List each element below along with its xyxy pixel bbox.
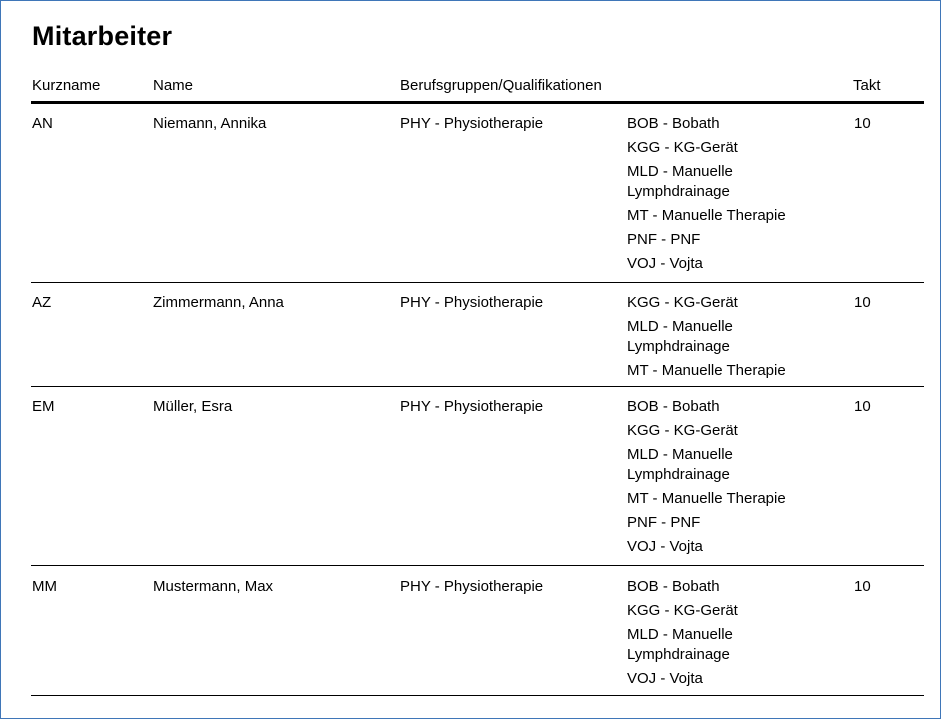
qualifikation-item: MLD - Manuelle Lymphdrainage <box>627 446 733 483</box>
row-divider <box>31 565 924 566</box>
qualifikationen-list <box>627 114 817 278</box>
cell-takt: 10 <box>854 398 871 415</box>
page-title: Mitarbeiter <box>32 21 173 51</box>
row-divider <box>31 282 924 283</box>
qualifikation-item: VOJ - Vojta <box>627 538 703 555</box>
qualifikationen-list <box>627 577 817 693</box>
column-header-name: Name <box>153 77 194 94</box>
cell-berufsgruppe: PHY - Physiotherapie <box>400 115 544 132</box>
row-divider <box>31 386 924 387</box>
header-divider <box>31 101 924 104</box>
cell-kurzname: MM <box>32 578 57 595</box>
cell-name: Zimmermann, Anna <box>153 294 284 311</box>
cell-kurzname: AZ <box>32 294 52 311</box>
qualifikation-item: KGG - KG-Gerät <box>627 139 738 156</box>
cell-berufsgruppe: PHY - Physiotherapie <box>400 578 544 595</box>
cell-takt: 10 <box>854 578 871 595</box>
qualifikation-item: MLD - Manuelle Lymphdrainage <box>627 318 733 355</box>
qualifikationen-list <box>627 397 817 561</box>
qualifikation-item: PNF - PNF <box>627 514 701 531</box>
row-divider <box>31 695 924 696</box>
qualifikation-item: KGG - KG-Gerät <box>627 294 738 311</box>
qualifikation-item: BOB - Bobath <box>627 578 720 595</box>
cell-kurzname: AN <box>32 115 53 132</box>
qualifikation-item: KGG - KG-Gerät <box>627 602 738 619</box>
qualifikation-item: PNF - PNF <box>627 231 701 248</box>
cell-kurzname: EM <box>32 398 55 415</box>
qualifikation-item: MT - Manuelle Therapie <box>627 207 786 224</box>
qualifikation-item: VOJ - Vojta <box>627 670 703 687</box>
column-header-takt: Takt <box>853 77 881 94</box>
qualifikation-item: BOB - Bobath <box>627 398 720 415</box>
column-header-berufsgruppen: Berufsgruppen/Qualifikationen <box>400 77 602 94</box>
qualifikation-item: MLD - Manuelle Lymphdrainage <box>627 163 733 200</box>
cell-name: Mustermann, Max <box>153 578 274 595</box>
cell-name: Müller, Esra <box>153 398 233 415</box>
qualifikation-item: MLD - Manuelle Lymphdrainage <box>627 626 733 663</box>
qualifikation-item: MT - Manuelle Therapie <box>627 490 786 507</box>
qualifikation-item: KGG - KG-Gerät <box>627 422 738 439</box>
column-header-kurzname: Kurzname <box>32 77 101 94</box>
cell-berufsgruppe: PHY - Physiotherapie <box>400 294 544 311</box>
cell-takt: 10 <box>854 115 871 132</box>
cell-takt: 10 <box>854 294 871 311</box>
qualifikation-item: MT - Manuelle Therapie <box>627 362 786 379</box>
qualifikationen-list <box>627 293 817 385</box>
qualifikation-item: VOJ - Vojta <box>627 255 703 272</box>
cell-name: Niemann, Annika <box>153 115 267 132</box>
qualifikation-item: BOB - Bobath <box>627 115 720 132</box>
cell-berufsgruppe: PHY - Physiotherapie <box>400 398 544 415</box>
